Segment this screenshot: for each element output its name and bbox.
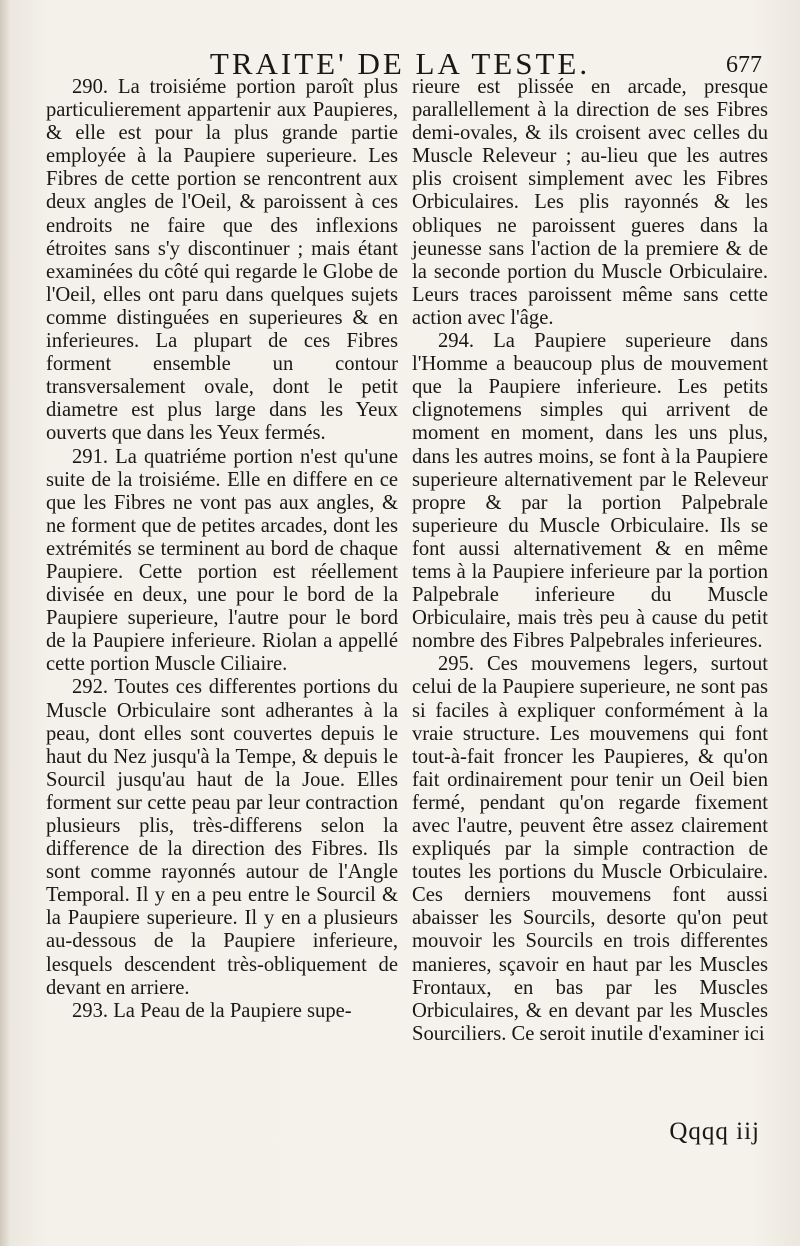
- signature-mark: Qqqq iij: [669, 1118, 760, 1145]
- paragraph-number: 291.: [72, 445, 109, 468]
- left-column: [46, 76, 398, 1023]
- paragraph-290: [46, 76, 398, 446]
- paragraph-number: 290.: [72, 76, 109, 98]
- paragraph-292: [46, 676, 398, 999]
- paragraph-text: La Paupiere superieure dans l'Homme a beaucoup plus de mouvement que la Paupiere inferieure. Les petits clignotemens simples qui arrivent de moment en moment, dans les uns plus, dans les autres moins, se font à la Paupiere superieure alternativement par le Releveur propre & par la portion Palpebrale superieure du Muscle Orbiculaire. Ils se font aussi alternativement & en même tems à la Paupiere inferieure par la portion Palpebrale inferieure du Muscle Orbiculaire, mais très peu à cause du petit nombre des Fibres Palpebrales inferieures.: [412, 330, 768, 653]
- paragraph-294: [412, 330, 768, 653]
- right-column: [412, 76, 768, 1046]
- paragraph-text: Toutes ces differentes portions du Muscle Orbiculaire sont adherantes à la peau, dont elles sont couvertes depuis le haut du Nez jusqu'à la Tempe, & depuis le Sourcil jusqu'au haut de la Joue. Elles forment sur cette peau par leur contraction plusieurs plis, très-differens selon la difference de la direction des Fibres. Ils sont comme rayonnés autour de l'Angle Temporal. Il y en a peu entre le Sourcil & la Paupiere superieure. Il y en a plusieurs au-dessous de la Paupiere inferieure, lesquels descendent très-obliquement de devant en arriere.: [46, 676, 398, 999]
- paragraph-text: La Peau de la Paupiere supe-: [113, 999, 352, 1022]
- paragraph-295: [412, 653, 768, 1046]
- paragraph-293-continued: [412, 76, 768, 330]
- paragraph-text: La troisiéme portion paroît plus particulierement appartenir aux Paupieres, & elle est pour la plus grande partie employée à la Paupiere superieure. Les Fibres de cette portion se rencontrent aux deux angles de l'Oeil, & paroissent à ces endroits ne faire que des inflexions étroites sans s'y discontinuer ; mais étant examinées du côté qui regarde le Globe de l'Oeil, elles ont paru dans quelques sujets comme distinguées en superieures & en inferieures. La plupart de ces Fibres forment ensemble un contour transversalement ovale, dont le petit diametre est plus large dans les Yeux ouverts que dans les Yeux fermés.: [46, 76, 398, 445]
- page-number: 677: [726, 52, 762, 78]
- paragraph-number: 294.: [438, 330, 475, 353]
- paragraph-number: 295.: [438, 653, 475, 676]
- paragraph-text: rieure est plissée en arcade, presque parallellement à la direction de ses Fibres demi-ovales, & ils croisent avec celles du Muscle Releveur ; au-lieu que les autres plis croisent simplement avec les Fibres Orbiculaires. Les plis rayonnés & les obliques ne paroissent gueres dans la jeunesse sans l'action de la premiere & de la seconde portion du Muscle Orbiculaire. Leurs traces paroissent même sans cette action avec l'âge.: [412, 76, 768, 329]
- paragraph-293: [46, 1000, 398, 1023]
- paragraph-291: [46, 446, 398, 677]
- page-gutter-shadow: [0, 0, 10, 1246]
- paragraph-number: 293.: [72, 999, 109, 1022]
- paragraph-text: La quatriéme portion n'est qu'une suite de la troisiéme. Elle en differe en ce que les Fibres ne vont pas aux angles, & ne forment que de petites arcades, dont les extrémités se terminent au bord de chaque Paupiere. Cette portion est réellement divisée en deux, une pour le bord de la Paupiere superieure, l'autre pour le bord de la Paupiere inferieure. Riolan a appellé cette portion Muscle Ciliaire.: [46, 445, 399, 676]
- paragraph-number: 292.: [72, 676, 109, 699]
- running-title: TRAITE' DE LA TESTE.: [209, 46, 591, 81]
- paragraph-text: Ces mouvemens legers, surtout celui de la Paupiere superieure, ne sont pas si faciles à expliquer conformément à la vraie structure. Les mouvemens qui font tout-à-fait froncer les Paupieres, & qu'on fait ordinairement pour tenir un Oeil bien fermé, pendant qu'on regarde fixement avec l'autre, peuvent être assez clairement expliqués par la simple contraction de toutes les portions du Muscle Orbiculaire. Ces derniers mouvemens font aussi abaisser les Sourcils, desorte qu'on peut mouvoir les Sourcils en trois differentes manieres, sçavoir en haut par les Muscles Frontaux, en bas par les Muscles Orbiculaires, & en devant par les Muscles Sourciliers. Ce seroit inutile d'examiner ici: [412, 653, 768, 1045]
